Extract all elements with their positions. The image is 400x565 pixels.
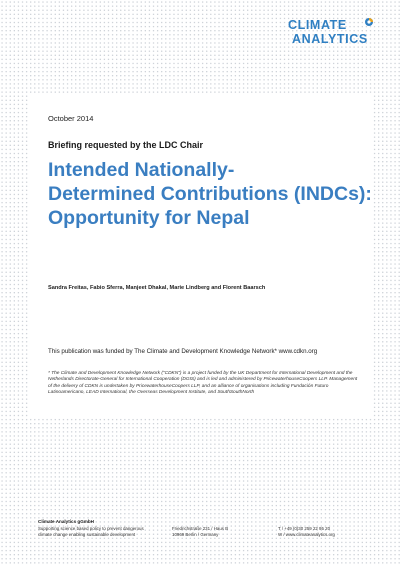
footer-website: W / www.climateanalytics.org bbox=[278, 532, 335, 537]
briefing-label: Briefing requested by the LDC Chair bbox=[48, 140, 204, 150]
footer-tagline: climate change enabling sustainable development bbox=[38, 532, 136, 537]
title-line: Intended Nationally- bbox=[48, 159, 235, 181]
cdkn-footnote: * The Climate and Development Knowledge Network ("CDKN") is a project funded by the UK Department for International Development and the Netherlands Directorate-General for International Cooperation (DGIS) and is led and administered by PricewaterhouseCoopers LLP. Management of the delivery of CDKN is undertaken by PricewaterhouseCoopers LLP, and an alliance of organisations including Fundación Futuro Latinoamericano, LEAD International, the Overseas Development Institute, and SouthSouthNorth bbox=[48, 371, 358, 396]
author-list: Sandra Freitas, Fabio Sferra, Manjeet Dhakal, Marie Lindberg and Florent Baarsch bbox=[48, 285, 266, 291]
report-title bbox=[48, 158, 378, 230]
globe-icon bbox=[364, 17, 374, 27]
footer-tagline: Supporting science based policy to prevent dangerous bbox=[38, 526, 144, 531]
footer-address: 10969 Berlin / Germany bbox=[172, 532, 219, 537]
footer-org-name: Climate Analytics gGmbH bbox=[38, 519, 94, 524]
logo-text-line2: ANALYTICS bbox=[292, 32, 368, 46]
title-line: Opportunity for Nepal bbox=[48, 207, 250, 229]
logo-text-line1: CLIMATE bbox=[288, 18, 347, 32]
publication-date: October 2014 bbox=[48, 114, 94, 123]
climate-analytics-logo bbox=[288, 15, 384, 47]
funding-note: This publication was funded by The Climate and Development Knowledge Network* www.cdkn.org bbox=[48, 348, 318, 355]
title-line: Determined Contributions (INDCs): bbox=[48, 183, 372, 205]
footer-phone: T / +49 (0)30 259 22 95 20 bbox=[278, 526, 331, 531]
footer-address: Friedrichstraße 231 / Haus B bbox=[172, 526, 229, 531]
